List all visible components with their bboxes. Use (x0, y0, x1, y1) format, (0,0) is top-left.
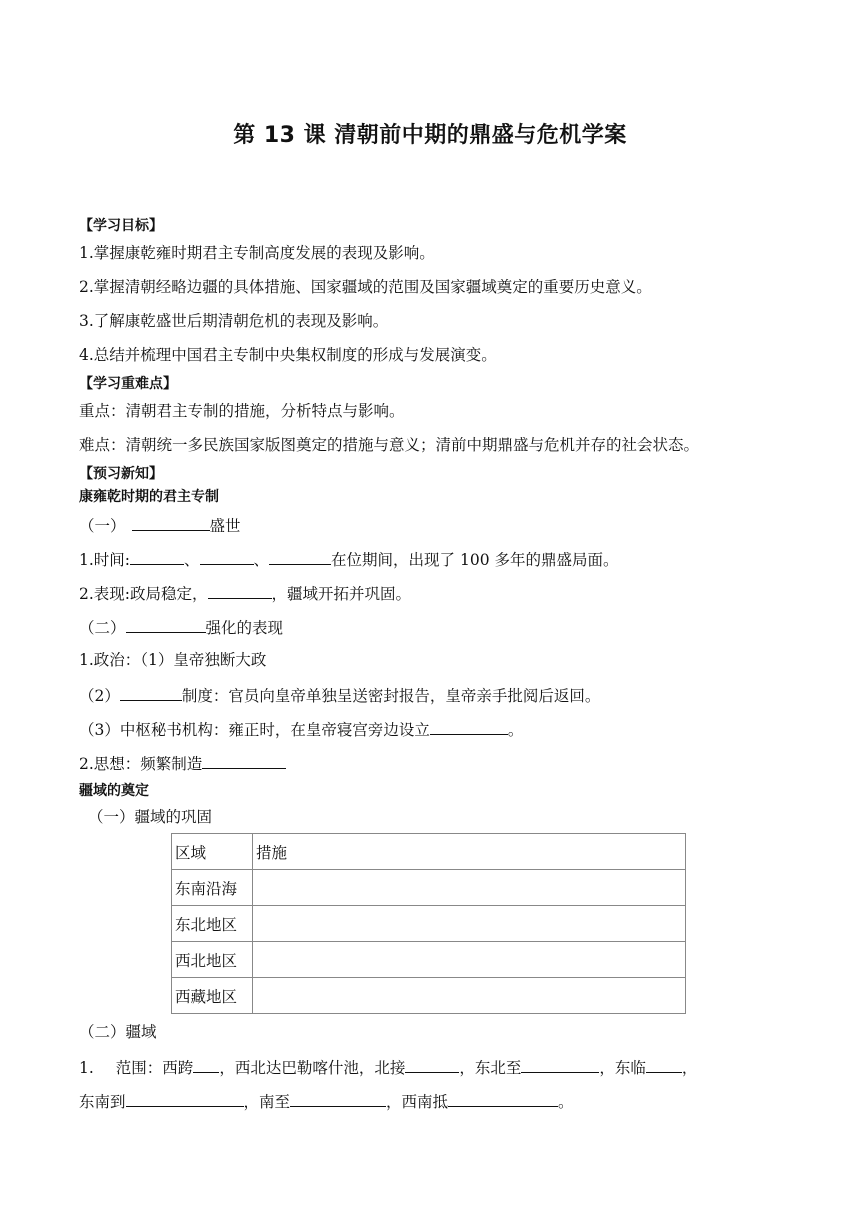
table-row (172, 906, 686, 942)
table-header-row (172, 834, 686, 870)
fill-blank[interactable] (120, 684, 182, 701)
table-cell-measure[interactable] (253, 870, 686, 906)
fill-blank[interactable] (208, 582, 272, 599)
table-cell-region: 西北地区 (172, 942, 253, 978)
part2-sub1: （一）疆域的巩固 (88, 808, 213, 826)
label: 2.表现:政局稳定， (79, 585, 208, 603)
label: 2.思想：频繁制造 (79, 755, 203, 773)
table-cell-region: 西藏地区 (172, 978, 253, 1014)
fill-blank[interactable] (126, 616, 206, 633)
goals-heading: 【学习目标】 (79, 218, 163, 234)
territory-table (171, 833, 686, 1014)
table-cell-measure[interactable] (253, 978, 686, 1014)
fill-blank[interactable] (646, 1056, 682, 1073)
goal-item: 2.掌握清朝经略边疆的具体措施、国家疆域的范围及国家疆域奠定的重要历史意义。 (79, 278, 652, 296)
difficult-point: 难点：清朝统一多民族国家版图奠定的措施与意义；清前中期鼎盛与危机并存的社会状态。 (79, 436, 700, 454)
label: 东南到 (79, 1093, 126, 1111)
label: （2） (79, 687, 120, 705)
goal-item: 3.了解康乾盛世后期清朝危机的表现及影响。 (79, 312, 389, 330)
table-header-cell: 区域 (172, 834, 253, 870)
part1-heading: 康雍乾时期的君主专制 (79, 489, 219, 505)
part2-heading: 疆域的奠定 (79, 783, 149, 799)
table-row (172, 870, 686, 906)
goal-item: 4.总结并梳理中国君主专制中央集权制度的形成与发展演变。 (79, 346, 497, 364)
label: ，东临 (599, 1059, 646, 1077)
preview-heading: 【预习新知】 (79, 466, 163, 482)
goal-item: 1.掌握康乾雍时期君主专制高度发展的表现及影响。 (79, 244, 435, 262)
page-title: 第 13 课 清朝前中期的鼎盛与危机学案 (233, 123, 627, 148)
label: 1. (79, 1059, 94, 1077)
label: 。 (558, 1093, 574, 1111)
table-header-cell: 措施 (253, 834, 686, 870)
part2-range-line1 (79, 1056, 697, 1078)
label: ，疆域开拓并巩固。 (271, 585, 412, 603)
label: 盛世 (209, 517, 241, 535)
part1-time (79, 548, 619, 570)
part1-thought (79, 752, 286, 774)
fill-blank[interactable] (193, 1056, 219, 1073)
fill-blank[interactable] (269, 548, 331, 565)
fill-blank[interactable] (430, 718, 508, 735)
label: ，东北至 (459, 1059, 522, 1077)
fill-blank[interactable] (126, 1090, 244, 1107)
part1-p2 (79, 684, 600, 706)
label: 在位期间，出现了 100 多年的鼎盛局面。 (331, 551, 619, 569)
separator: 、 (184, 551, 200, 569)
label: （二） (79, 619, 126, 637)
part2-sub2: （二）疆域 (79, 1023, 157, 1041)
part1-p3 (79, 718, 523, 740)
part1-politics: 1.政治：（1）皇帝独断大政 (79, 651, 267, 669)
part1-sub2 (79, 616, 283, 638)
label: 强化的表现 (205, 619, 284, 637)
label: ，西北达巴勒喀什池，北接 (219, 1059, 406, 1077)
part1-sub1 (79, 514, 241, 536)
fill-blank[interactable] (521, 1056, 599, 1073)
fill-blank[interactable] (132, 514, 210, 531)
label: （3）中枢秘书机构：雍正时，在皇帝寝宫旁边设立 (79, 721, 430, 739)
fill-blank[interactable] (290, 1090, 386, 1107)
label: 制度：官员向皇帝单独呈送密封报告，皇帝亲手批阅后返回。 (181, 687, 601, 705)
fill-blank[interactable] (405, 1056, 459, 1073)
table-cell-measure[interactable] (253, 906, 686, 942)
label: 范围：西跨 (115, 1059, 194, 1077)
fill-blank[interactable] (130, 548, 184, 565)
table-cell-region: 东北地区 (172, 906, 253, 942)
table-row (172, 978, 686, 1014)
key-point: 重点：清朝君主专制的措施，分析特点与影响。 (79, 402, 405, 420)
label: ，南至 (243, 1093, 291, 1111)
part2-range-line2 (79, 1090, 574, 1112)
table-row (172, 942, 686, 978)
label: ，西南抵 (386, 1093, 449, 1111)
table-cell-region: 东南沿海 (172, 870, 253, 906)
label: （一） (79, 517, 126, 535)
label: 1.时间: (79, 551, 131, 569)
table-cell-measure[interactable] (253, 942, 686, 978)
label: ， (681, 1059, 698, 1077)
fill-blank[interactable] (200, 548, 254, 565)
label: 。 (507, 721, 524, 739)
key-heading: 【学习重难点】 (79, 376, 177, 392)
fill-blank[interactable] (202, 752, 286, 769)
part1-show (79, 582, 411, 604)
fill-blank[interactable] (448, 1090, 558, 1107)
separator: 、 (253, 551, 270, 569)
